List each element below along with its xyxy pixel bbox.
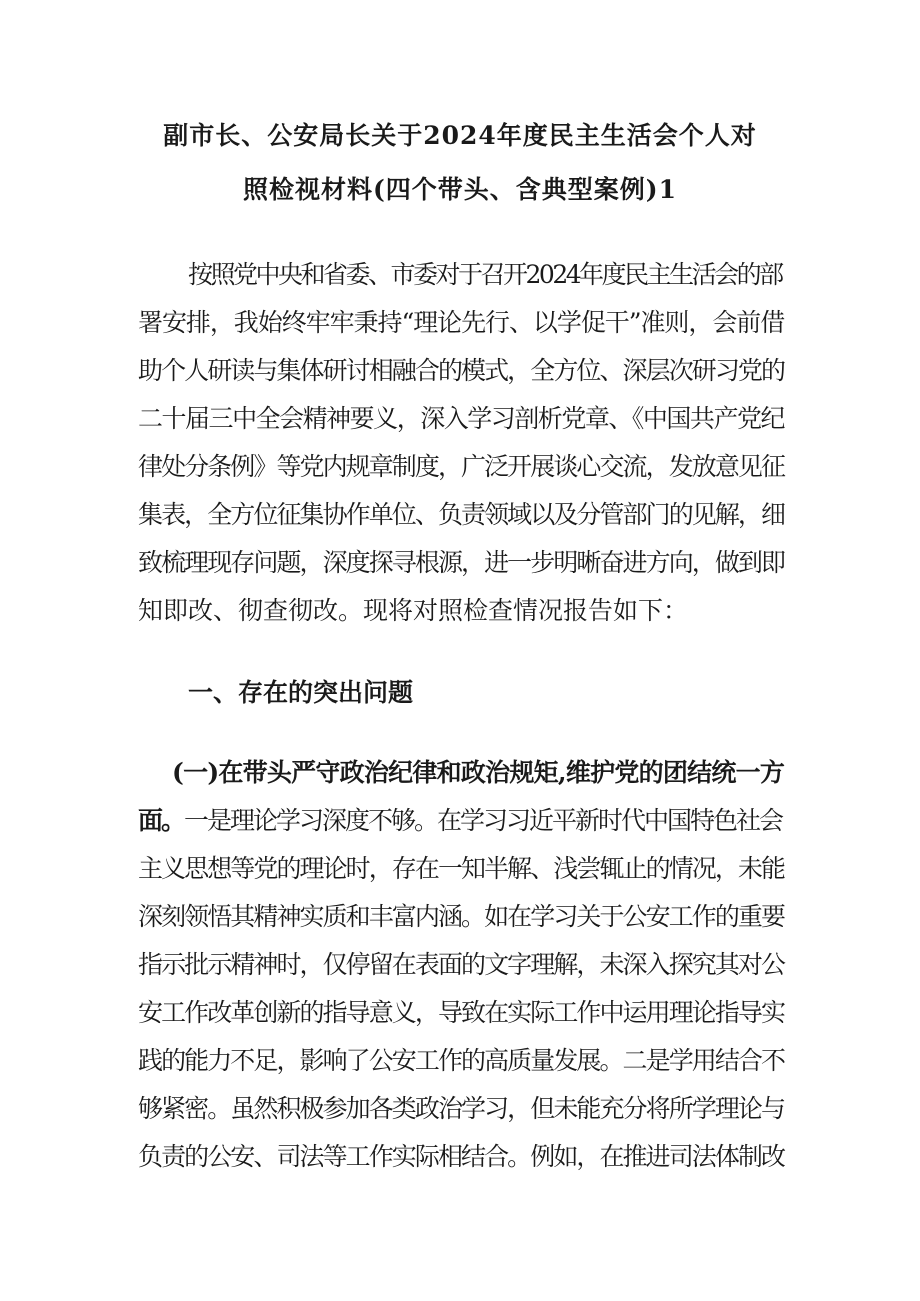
- subsection-heading-1-tail: 面。: [138, 806, 185, 835]
- document-title-line-1: 副市长、公安局长关于2024年度民主生活会个人对: [163, 121, 757, 150]
- subsection-1-text-1: 一是理论学习深度不够。在学习习近平新时代中国特色社会: [184, 806, 783, 835]
- subsection-1-line-1: [138, 801, 784, 837]
- intro-line-4: 二十届三中全会精神要义，深入学习剖析党章、《中国共产党纪: [138, 404, 784, 433]
- intro-line-8: 知即改、彻查彻改。现将对照检查情况报告如下：: [138, 596, 689, 625]
- intro-line-1: 按照党中央和省委、市委对于召开2024年度民主生活会的部: [188, 260, 782, 289]
- subsection-1-line-5: 安工作改革创新的指导意义，导致在实际工作中运用理论指导实: [138, 998, 784, 1027]
- intro-line-2: 署安排，我始终牢牢秉持“理论先行、以学促干”准则，会前借: [138, 308, 784, 337]
- intro-line-5: 律处分条例》等党内规章制度，广泛开展谈心交流，发放意见征: [138, 452, 784, 481]
- subsection-1-line-3: 深刻领悟其精神实质和丰富内涵。如在学习关于公安工作的重要: [138, 902, 784, 931]
- subsection-1-line-8: 负责的公安、司法等工作实际相结合。例如，在推进司法体制改: [138, 1142, 784, 1171]
- subsection-1-line-6: 践的能力不足，影响了公安工作的高质量发展。二是学用结合不: [138, 1046, 784, 1075]
- document-title-line-2: 照检视材料(四个带头、含典型案例)1: [242, 175, 678, 204]
- subsection-heading-1: (一)在带头严守政治纪律和政治规矩,维护党的团结统一方: [172, 758, 785, 787]
- intro-line-6: 集表，全方位征集协作单位、负责领域以及分管部门的见解，细: [138, 500, 784, 529]
- intro-line-7: 致梳理现存问题，深度探寻根源，进一步明晰奋进方向，做到即: [138, 548, 784, 577]
- subsection-1-line-7: 够紧密。虽然积极参加各类政治学习，但未能充分将所学理论与: [138, 1094, 784, 1123]
- section-heading-1: 一、存在的突出问题: [188, 678, 414, 707]
- subsection-1-line-4: 指示批示精神时，仅停留在表面的文字理解，未深入探究其对公: [138, 950, 784, 979]
- intro-line-3: 助个人研读与集体研讨相融合的模式，全方位、深层次研习党的: [138, 356, 784, 385]
- subsection-1-line-2: 主义思想等党的理论时，存在一知半解、浅尝辄止的情况，未能: [138, 854, 784, 883]
